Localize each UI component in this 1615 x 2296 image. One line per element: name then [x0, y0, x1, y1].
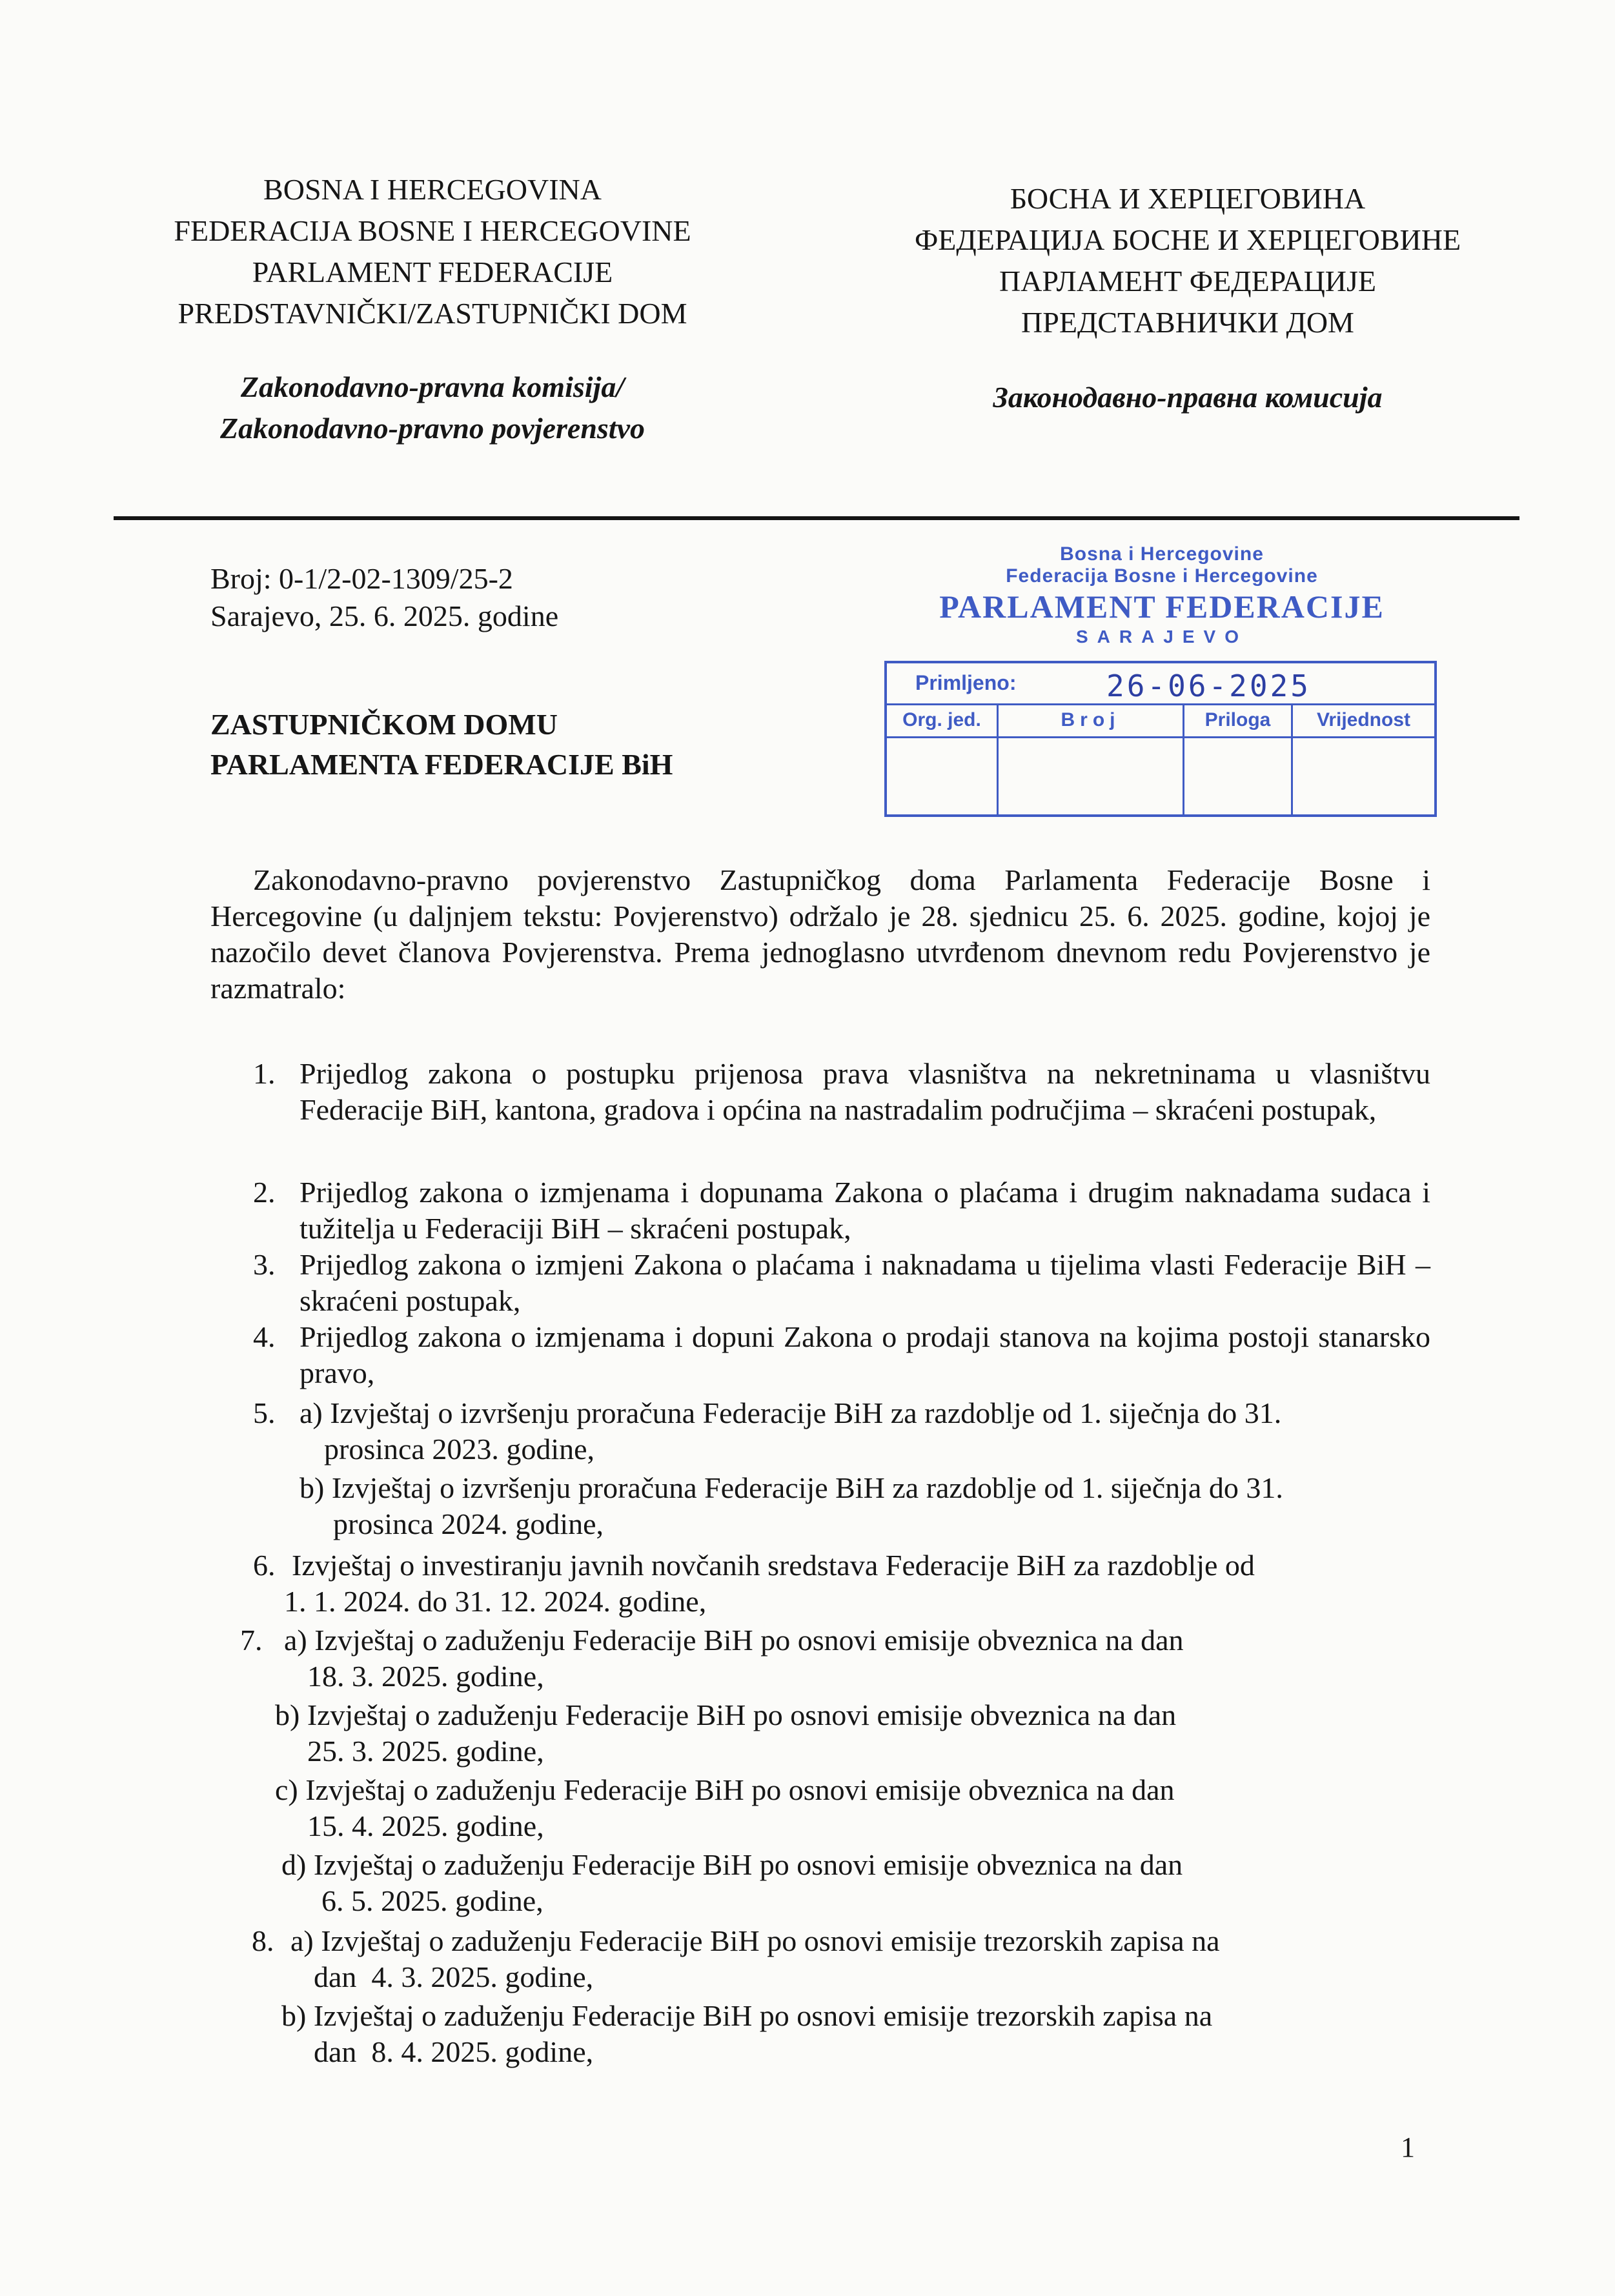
- header-left-line: PARLAMENT FEDERACIJE: [252, 256, 613, 288]
- agenda-subitem-line: prosinca 2024. godine,: [333, 1507, 604, 1540]
- header-divider: [114, 516, 1519, 520]
- agenda-subitem-line: c) Izvještaj o zaduženju Federacije BiH po osnovi emisije obveznica na dan: [275, 1773, 1175, 1806]
- agenda-item-line: Izvještaj o investiranju javnih novčanih sredstava Federacije BiH za razdoblje od: [292, 1549, 1255, 1582]
- header-right: [865, 178, 1510, 418]
- header-left-line: FEDERACIJA BOSNE I HERCEGOVINE: [174, 214, 691, 247]
- stamp-table: [884, 661, 1437, 817]
- agenda-subitem-line: a) Izvještaj o zaduženju Federacije BiH po osnovi emisije trezorskih zapisa na: [290, 1924, 1220, 1957]
- stamp-received-row: [887, 663, 1434, 705]
- header-left-line: BOSNA I HERCEGOVINA: [263, 173, 602, 206]
- stamp-city: SARAJEVO: [1075, 627, 1248, 647]
- agenda-subitem-line: 25. 3. 2025. godine,: [307, 1735, 544, 1767]
- agenda-item-number: 4.: [253, 1320, 276, 1353]
- header-left-line: PREDSTAVNIČKI/ZASTUPNIČKI DOM: [178, 297, 687, 330]
- agenda-item-text: Prijedlog zakona o postupku prijenosa prava vlasništva na nekretninama u vlasništvu Federacije BiH, kantona, gradova i općina na nastradalim područjima – skraćeni postupak,: [300, 1057, 1430, 1126]
- header-left: [136, 169, 729, 449]
- agenda-subitem-line: prosinca 2023. godine,: [324, 1433, 595, 1465]
- agenda-subitem-line: 6. 5. 2025. godine,: [321, 1884, 543, 1917]
- reference-number: Broj: 0-1/2-02-1309/25-2: [210, 562, 513, 595]
- page-number: 1: [1401, 2131, 1415, 2163]
- agenda-item-text: Prijedlog zakona o izmjenama i dopuni Zakona o prodaji stanova na kojima postoji stanarsko pravo,: [300, 1320, 1430, 1389]
- agenda-subitem-line: b) Izvještaj o izvršenju proračuna Federacije BiH za razdoblje od 1. siječnja do 31.: [300, 1471, 1283, 1504]
- stamp-col-org: Org. jed.: [887, 705, 999, 814]
- received-stamp: [884, 543, 1439, 817]
- stamp-received-date: 26-06-2025: [1106, 669, 1311, 703]
- agenda-subitem-line: 18. 3. 2025. godine,: [307, 1660, 544, 1693]
- agenda-item-text: Prijedlog zakona o izmjeni Zakona o plaćama i naknadama u tijelima vlasti Federacije BiH – skraćeni postupak,: [300, 1248, 1430, 1317]
- header-right-committee: Законодавно-правна комисија: [993, 381, 1383, 414]
- agenda-item-number: 1.: [253, 1057, 276, 1090]
- agenda-subitem-line: dan 4. 3. 2025. godine,: [314, 1960, 594, 1993]
- header-left-committee: [136, 367, 729, 449]
- stamp-line: Bosna i Hercegovine: [1060, 543, 1264, 565]
- addressee-line: PARLAMENTA FEDERACIJE BiH: [210, 748, 673, 781]
- stamp-title: PARLAMENT FEDERACIJE: [939, 589, 1385, 625]
- agenda-item-number: 2.: [253, 1176, 276, 1209]
- agenda-item-number: 5.: [253, 1396, 276, 1429]
- agenda-subitem-line: 15. 4. 2025. godine,: [307, 1809, 544, 1842]
- agenda-subitem-line: dan 8. 4. 2025. godine,: [314, 2035, 594, 2068]
- agenda-item-number: 3.: [253, 1248, 276, 1281]
- stamp-col-value: Vrijednost: [1316, 709, 1411, 730]
- header-right-line: ФЕДЕРАЦИЈА БОСНЕ И ХЕРЦЕГОВИНЕ: [914, 223, 1461, 256]
- stamp-col-attachments: Priloga: [1184, 705, 1293, 814]
- header-right-line: ПРЕДСТАВНИЧКИ ДОМ: [1021, 306, 1354, 339]
- agenda-item-number: 7.: [240, 1624, 263, 1657]
- header-right-line: ПАРЛАМЕНТ ФЕДЕРАЦИЈЕ: [999, 265, 1377, 297]
- intro-text: Zakonodavno-pravno povjerenstvo Zastupničkog doma Parlamenta Federacije Bosne i Hercegovine (u daljnjem tekstu: Povjerenstvo) održalo je 28. sjednicu 25. 6. 2025. godine, kojoj je nazočilo devet članova Povjerenstva. Prema jednoglasno utvrđenom dnevnom redu Povjerenstvo je razmatralo:: [210, 863, 1430, 1005]
- reference-block: [210, 560, 558, 635]
- agenda-item-text: Prijedlog zakona o izmjenama i dopunama Zakona o plaćama i drugim naknadama sudaca i tužitelja u Federaciji BiH – skraćeni postupak,: [300, 1176, 1430, 1245]
- agenda-item-line: 1. 1. 2024. do 31. 12. 2024. godine,: [284, 1585, 707, 1618]
- stamp-col-number: Broj: [999, 705, 1184, 814]
- intro-paragraph: [210, 862, 1430, 1007]
- agenda-subitem-line: b) Izvještaj o zaduženju Federacije BiH po osnovi emisije trezorskih zapisa na: [281, 1999, 1213, 2032]
- committee-name-line: Zakonodavno-pravno povjerenstvo: [219, 412, 645, 445]
- agenda-subitem-line: b) Izvještaj o zaduženju Federacije BiH po osnovi emisije obveznica na dan: [275, 1698, 1177, 1731]
- committee-name-line: Zakonodavno-pravna komisija/: [240, 370, 625, 403]
- addressee-line: ZASTUPNIČKOM DOMU: [210, 708, 558, 741]
- agenda-subitem-line: d) Izvještaj o zaduženju Federacije BiH po osnovi emisije obveznica na dan: [281, 1848, 1183, 1881]
- reference-place-date: Sarajevo, 25. 6. 2025. godine: [210, 599, 559, 632]
- agenda-subitem-line: a) Izvještaj o izvršenju proračuna Federacije BiH za razdoblje od 1. siječnja do 31.: [300, 1396, 1282, 1429]
- agenda-subitem-line: a) Izvještaj o zaduženju Federacije BiH po osnovi emisije obveznica na dan: [284, 1624, 1184, 1657]
- addressee: [210, 705, 673, 785]
- stamp-line: Federacija Bosne i Hercegovine: [1006, 565, 1318, 587]
- stamp-received-label: Primljeno:: [915, 671, 1017, 694]
- agenda-item-number: 6.: [253, 1549, 276, 1582]
- agenda-item-number: 8.: [252, 1924, 274, 1957]
- header-right-line: БОСНА И ХЕРЦЕГОВИНА: [1010, 182, 1366, 215]
